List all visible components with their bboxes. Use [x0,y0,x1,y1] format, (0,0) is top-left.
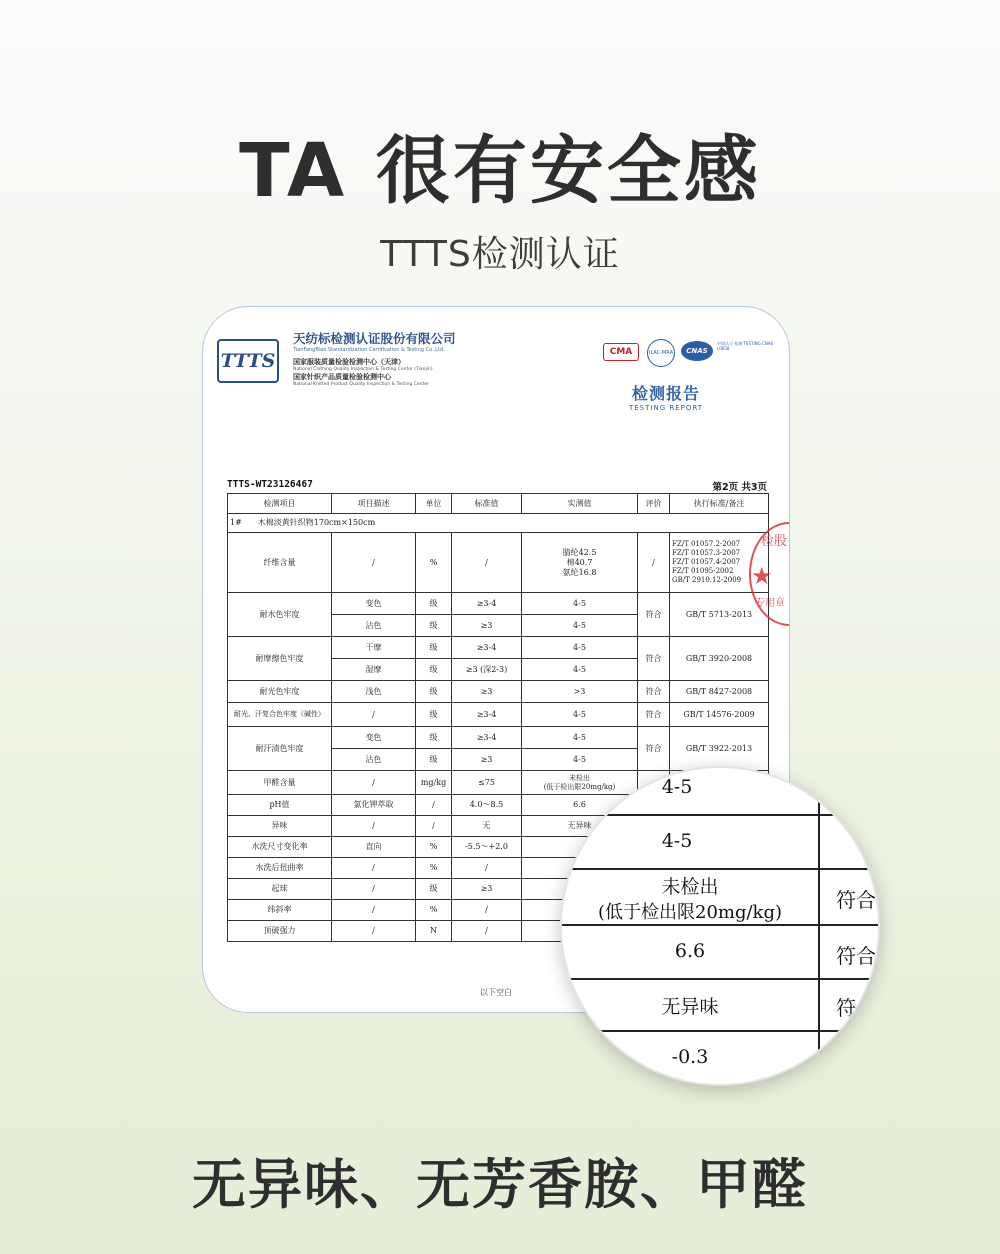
sample-row [228,514,769,533]
cell-item: 起球 [228,879,332,900]
cell-std: ≥3 [452,879,522,900]
magnifier-row-line [562,978,878,980]
cell-desc: / [332,703,416,727]
cnas-caption: 中国认可 检测 TESTING CNAS L0658 [717,341,774,351]
cell-unit: 级 [416,749,452,771]
cell-item: 耐光、汗复合色牢度（碱性） [228,703,332,727]
center2-en: National Knitted Product Quality Inspection & Testing Center [293,382,429,387]
col-header: 评价 [638,494,670,514]
cell-unit: % [416,533,452,593]
col-header: 实测值 [522,494,638,514]
cell-unit: 级 [416,615,452,637]
magnifier-row-line [562,814,878,816]
magnifier-row-line [562,1030,878,1032]
cell-measured: 6.6 [522,795,638,816]
cell-measured: 4-5 [522,637,638,659]
report-title [611,381,721,412]
cell-unit: 级 [416,879,452,900]
table-row [228,637,769,659]
magnified-value: 4-5 [661,830,693,852]
cell-unit: 级 [416,703,452,727]
cell-std: ≥3-4 [452,703,522,727]
cell-measured: 4-5 [522,593,638,615]
cell-measured: 4-5 [522,727,638,749]
cell-std: ≥3 [452,749,522,771]
cell-desc: 浅色 [332,681,416,703]
cell-desc: / [332,533,416,593]
cell-desc: / [332,879,416,900]
cell-unit: mg/kg [416,771,452,795]
magnified-value: -0.3 [671,1046,709,1068]
headline: TA 很有安全感 [239,128,761,214]
cell-desc: 干摩 [332,637,416,659]
cell-desc: 直向 [332,837,416,858]
col-header: 标准值 [452,494,522,514]
magnified-eval: 符合 [836,888,876,912]
cell-desc: 变色 [332,593,416,615]
center1-cn: 国家服装质量检验检测中心（天津） [293,358,405,366]
cell-std: ≥3 [452,681,522,703]
cell-measured: 4-5 [522,659,638,681]
cell-item: 耐摩擦色牢度 [228,637,332,681]
sample-description: 1# 木棉淡黄针织物170cm×150cm [228,514,769,533]
cell-item: pH值 [228,795,332,816]
cell-desc: / [332,816,416,837]
org-name-cn: 天纺标检测认证股份有限公司 [293,331,456,346]
star-icon: ★ [751,562,773,590]
certification-marks [601,339,781,365]
cell-measured: 4-5 [522,615,638,637]
cell-std: ≥3-4 [452,593,522,615]
cell-item: 甲醛含量 [228,771,332,795]
cell-std: / [452,533,522,593]
cell-unit: / [416,816,452,837]
ttts-logo: TTTS [217,339,279,383]
cell-standard: GB/T 14576-2009 [670,703,769,727]
cell-item: 耐汗渍色牢度 [228,727,332,771]
report-title-en: TESTING REPORT [628,404,704,412]
cell-unit: 级 [416,681,452,703]
cell-item: 异味 [228,816,332,837]
cell-unit: N [416,921,452,942]
cell-item: 纬斜率 [228,900,332,921]
cell-desc: 沾色 [332,749,416,771]
cell-measured: 腈纶42.5 棉40.7 氨纶16.8 [522,533,638,593]
subheadline: TTTS检测认证 [380,234,620,275]
footer-tagline: 无异味、无芳香胺、甲醛 [192,1153,808,1216]
cell-std: ≥3-4 [452,727,522,749]
cell-unit: 级 [416,593,452,615]
cell-desc: 变色 [332,727,416,749]
cell-measured: >3 [522,681,638,703]
cell-std: ≤75 [452,771,522,795]
cell-item: 水洗后扭曲率 [228,858,332,879]
magnified-eval: 符合 [836,944,876,968]
cell-std: ≥3 [452,615,522,637]
center1-en: National Clothing Quality Inspection & Testing Center (Tianjin) [293,367,433,372]
table-row [228,593,769,615]
cell-desc: 沾色 [332,615,416,637]
table-header-row [228,494,769,514]
page-indicator: 第2页 共3页 [712,482,767,493]
cell-eval: 符合 [638,727,670,771]
report-title-cn: 检测报告 [631,384,700,403]
cell-std: / [452,921,522,942]
cell-measured: 无异味 [522,816,638,837]
cell-measured: 未检出 (低于检出限20mg/kg) [522,771,638,795]
col-header: 执行标准/备注 [670,494,769,514]
col-header: 检测项目 [228,494,332,514]
cell-eval: 符合 [638,593,670,637]
cell-unit: % [416,858,452,879]
magnified-value: 4-5 [661,776,693,798]
cell-std: -5.5～+2.0 [452,837,522,858]
cell-desc: / [332,771,416,795]
cell-unit: 级 [416,637,452,659]
seal-bottom-text: 专用章 [755,598,785,609]
cell-std: ≥3-4 [452,637,522,659]
cell-std: / [452,858,522,879]
magnified-eval: 符合 [836,996,876,1020]
table-row [228,681,769,703]
magnifier-zoom [560,766,880,1086]
cell-standard: GB/T 8427-2008 [670,681,769,703]
cell-std: ≥3 (深2-3) [452,659,522,681]
magnified-value: 6.6 [674,940,706,962]
col-header: 单位 [416,494,452,514]
cell-item: 纤维含量 [228,533,332,593]
magnifier-row-line [562,924,878,926]
cell-eval: / [638,533,670,593]
cell-desc: 湿摩 [332,659,416,681]
table-row [228,533,769,593]
magnified-value: 未检出 [661,876,719,898]
org-name-en: TianFangBiao Standardization Certification & Testing Co.,Ltd. [293,347,445,353]
cell-measured: 4-5 [522,703,638,727]
cell-item: 水洗尺寸变化率 [228,837,332,858]
cnas-mark: CNAS [681,341,713,361]
magnified-value: (低于检出限20mg/kg) [597,902,783,923]
cell-standard: GB/T 3922-2013 [670,727,769,771]
cell-item: 耐水色牢度 [228,593,332,637]
blank-note: 以下空白 [480,988,512,997]
cell-eval: 符合 [638,681,670,703]
cell-standard: FZ/T 01057.2-2007 FZ/T 01057.3-2007 FZ/T 01057.4-2007 FZ/T 01095-2002 GB/T 2910.12-2009 [670,533,769,593]
cell-std: 4.0～8.5 [452,795,522,816]
cell-unit: 级 [416,659,452,681]
organization-info [293,329,456,387]
cell-unit: 级 [416,727,452,749]
cell-measured: 4-5 [522,749,638,771]
cell-item: 顶破强力 [228,921,332,942]
col-header: 项目描述 [332,494,416,514]
cell-eval: 符合 [638,637,670,681]
magnified-value: 无异味 [661,996,719,1018]
seal-top-text: 检股 [761,534,788,549]
cell-std: 无 [452,816,522,837]
cell-desc: / [332,858,416,879]
magnifier-row-line [562,868,878,870]
cell-desc: / [332,921,416,942]
report-meta [227,479,767,493]
report-number: TTTS-WT23126467 [227,479,313,490]
report-header [217,325,777,425]
cell-desc: / [332,900,416,921]
cell-unit: % [416,900,452,921]
center2-cn: 国家针织产品质量检验检测中心 [293,373,391,381]
cell-unit: / [416,795,452,816]
cma-mark: CMA [603,343,639,361]
table-row [228,703,769,727]
ilac-mra-mark: ILAC-MRA [647,339,675,367]
cell-eval: 符合 [638,703,670,727]
cell-standard: GB/T 3920-2008 [670,637,769,681]
cell-item: 耐光色牢度 [228,681,332,703]
table-row [228,727,769,749]
cell-std: / [452,900,522,921]
cell-unit: % [416,837,452,858]
cell-desc: 氯化钾萃取 [332,795,416,816]
cell-standard: GB/T 5713-2013 [670,593,769,637]
